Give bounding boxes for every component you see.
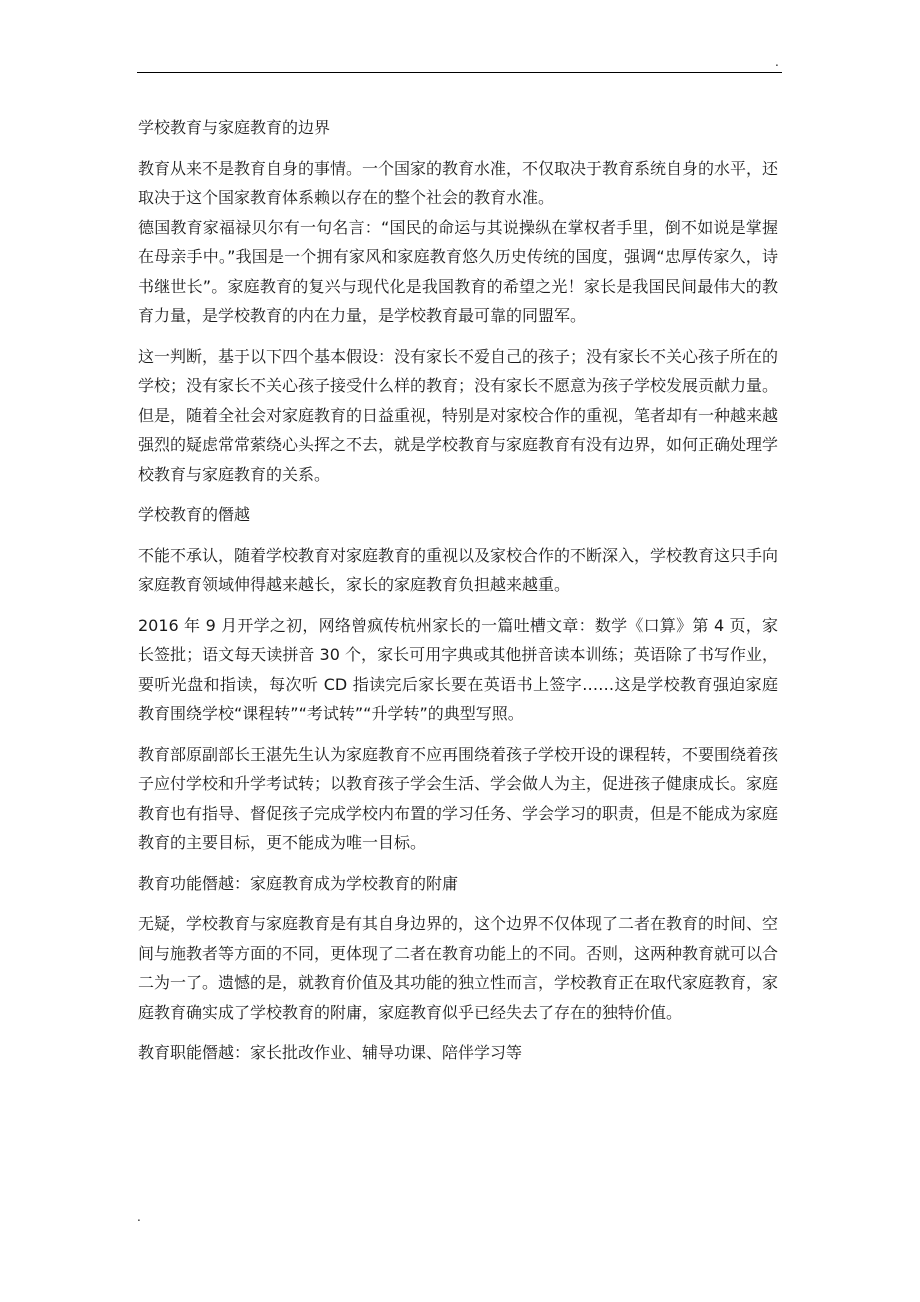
document-title: 学校教育与家庭教育的边界 [138, 118, 331, 137]
paragraph-hangzhou-example: 2016 年 9 月开学之初，网络曾疯传杭州家长的一篇吐槽文章：数学《口算》第 4 页，家长签批；语文每天读拼音 30 个，家长可用字典或其他拼音读本训练；英语除了书写作业，要听光盘和指读，每次听 CD 指读完后家长要在英语书上签字……这是学校教育强迫家庭教育围绕学校“课程转”“考试转”“升学转”的典型写照。 [138, 615, 778, 723]
footer-mark: . [137, 1210, 141, 1224]
paragraph-school-overreach: 不能不承认，随着学校教育对家庭教育的重视以及家校合作的不断深入，学校教育这只手向家庭教育领域伸得越来越长，家长的家庭教育负担越来越重。 [138, 545, 779, 594]
paragraph-froebel-quote: 德国教育家福禄贝尔有一句名言：“国民的命运与其说操纵在掌权者手里，倒不如说是掌握在母亲手中。”我国是一个拥有家风和家庭教育悠久历史传统的国度，强调“忠厚传家久，诗书继世长”。家庭教育的复兴与现代化是我国教育的希望之光！家长是我国民间最伟大的教育力量，是学校教育的内在力量，是学校教育最可靠的同盟军。 [138, 217, 778, 325]
document-body [138, 113, 778, 1079]
header-rule [137, 72, 782, 73]
paragraph-boundaries: 无疑，学校教育与家庭教育是有其自身边界的，这个边界不仅体现了二者在教育的时间、空间与施教者等方面的不同，更体现了二者在教育功能上的不同。否则，这两种教育就可以合二为一了。遗憾的是，就教育价值及其功能的独立性而言，学校教育正在取代家庭教育，家庭教育确实成了学校教育的附庸，家庭教育似乎已经失去了存在的独特价值。 [138, 914, 779, 1022]
section-heading-duty-overreach: 教育职能僭越：家长批改作业、辅导功课、陪伴学习等 [138, 1043, 523, 1062]
paragraph-intro: 教育从来不是教育自身的事情。一个国家的教育水准，不仅取决于教育系统自身的水平，还取决于这个国家教育体系赖以存在的整个社会的教育水准。 [138, 158, 779, 207]
section-heading-function-overreach: 教育功能僭越：家庭教育成为学校教育的附庸 [138, 873, 459, 893]
paragraph-assumptions: 这一判断，基于以下四个基本假设：没有家长不爱自己的孩子；没有家长不关心孩子所在的学校；没有家长不关心孩子接受什么样的教育；没有家长不愿意为孩子学校发展贡献力量。但是，随着全社会对家庭教育的日益重视，特别是对家校合作的重视，笔者却有一种越来越强烈的疑虑常常萦绕心头挥之不去，就是学校教育与家庭教育有没有边界，如何正确处理学校教育与家庭教育的关系。 [138, 346, 779, 484]
section-heading-overreach: 学校教育的僭越 [138, 505, 251, 524]
header-mark: . [775, 55, 779, 69]
paragraph-wang-zhan-view: 教育部原副部长王湛先生认为家庭教育不应再围绕着孩子学校开设的课程转，不要围绕着孩子应付学校和升学考试转；以教育孩子学会生活、学会做人为主，促进孩子健康成长。家庭教育也有指导、督促孩子完成学校内布置的学习任务、学会学习的职责，但是不能成为家庭教育的主要目标，更不能成为唯一目标。 [138, 744, 779, 852]
